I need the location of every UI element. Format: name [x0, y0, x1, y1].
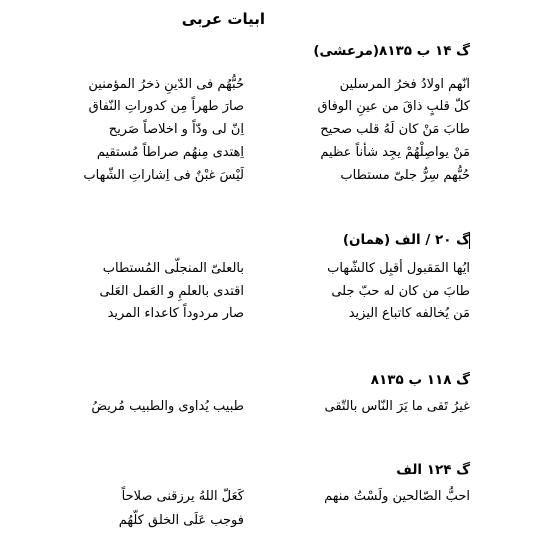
first-hemistich: مَنْ یواصِلْهُمْ یجِد شأناً عظیم: [320, 145, 470, 160]
verse-line: [0, 486, 553, 508]
verse-line: [0, 281, 553, 303]
first-hemistich: غیرُ تَقی ما یَرَ النّاس بالتّقی: [324, 399, 470, 414]
document-title: ابیات عربی: [181, 10, 265, 28]
second-hemistich: صار مردوداً کاعداء المرید: [107, 306, 244, 321]
verse-line: [0, 142, 553, 164]
verse-line: [0, 303, 553, 325]
section-heading: گ ۱۴ ب ۸۱۳۵(مرعشی): [313, 43, 470, 59]
second-hemistich: بالعلیّ المنجلّی المُستطاب: [102, 261, 244, 276]
second-hemistich: اِهتدی مِنهُم صراطاً مُستقیم: [96, 145, 244, 160]
section-heading: گ ۱۱۸ ب ۸۱۳۵: [370, 372, 470, 388]
second-hemistich: طبیب یُداوی والطبیب مُریضُ: [91, 399, 244, 414]
verse-line: [0, 119, 553, 141]
section-heading: گ ۲۰ / الف (همان): [342, 232, 470, 248]
verse-line: [0, 74, 553, 96]
first-hemistich: کلّ قلبٍ ذاقَ من عینِ الوفاق: [317, 99, 470, 114]
second-hemistich: حُبُّهُم فی الدّینِ ذخرُ المؤمنین: [88, 77, 244, 92]
first-hemistich: طابَ من کان له حبّ جلی: [331, 284, 470, 299]
section-heading: گ ۱۲۴ الف: [396, 462, 470, 478]
first-hemistich: مَن یُخالفه کاتباع الیزید: [348, 306, 470, 321]
first-hemistich: طابَ مَنْ کان لَهُ قلب صحیح: [320, 122, 470, 137]
second-hemistich: فوجب عَلَی الخلق کلّهُم: [118, 513, 244, 528]
verse-line: [0, 258, 553, 280]
first-hemistich: احبُّ الصّالحین ولَسْتُ منهم: [324, 489, 470, 504]
verse-line: [0, 510, 553, 532]
second-hemistich: صارَ طهراً مِن کدوراتِ النّفاق: [88, 99, 244, 114]
first-hemistich: حُبُّهم سِرٌّ جلیّ مستطاب: [340, 168, 470, 183]
second-hemistich: اقتدی بالعلمِ و العَمل العَلی: [99, 284, 244, 299]
second-hemistich: کَعَلّ اللهُ یرزقنی صلاحاً: [121, 489, 244, 504]
second-hemistich: اِنّ لی ودّاً و اخلاصاً صَریح: [108, 122, 244, 137]
verse-line: [0, 165, 553, 187]
verse-line: [0, 96, 553, 118]
first-hemistich: انّهم اولادُ فخرُ المرسلین: [339, 77, 470, 92]
second-hemistich: لَیْسَ غبْنٌ فی اِشاراتِ الشّهاب: [83, 168, 244, 183]
verse-line: [0, 396, 553, 418]
first-hemistich: ایُها المَقبول أقبِل کالشّهاب: [327, 261, 470, 276]
